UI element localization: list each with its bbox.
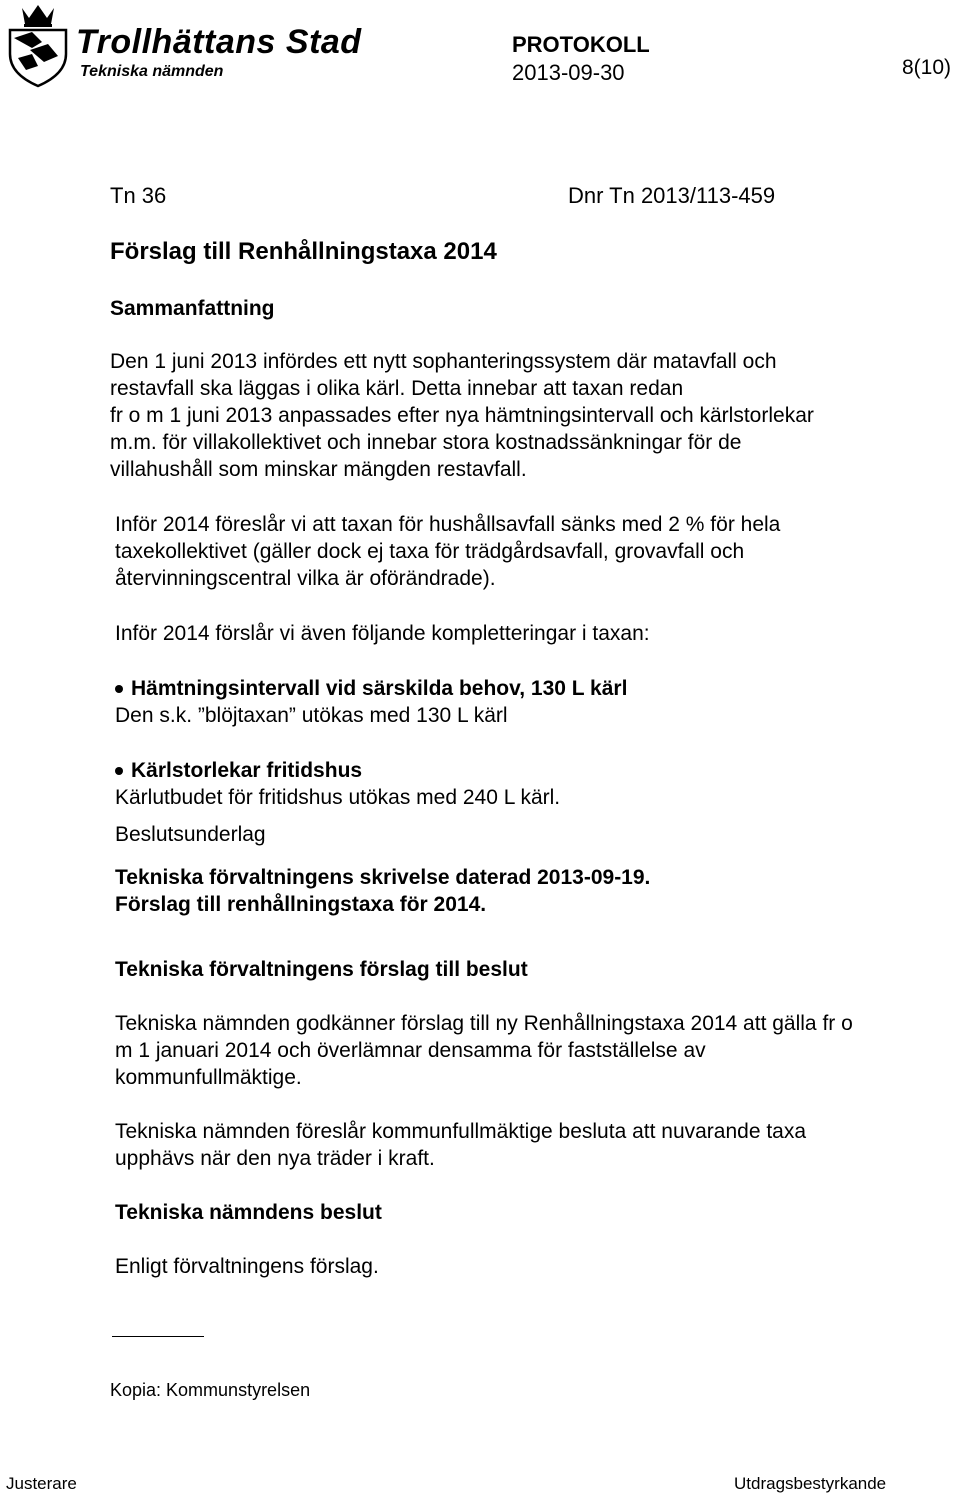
diary-number: Dnr Tn 2013/113-459 bbox=[568, 183, 776, 208]
basis-heading: Beslutsunderlag bbox=[115, 823, 266, 846]
divider bbox=[112, 1336, 204, 1337]
summary-line: villahushåll som minskar mängden restavfall. bbox=[110, 458, 527, 481]
decision-heading: Tekniska nämndens beslut bbox=[115, 1201, 382, 1224]
bullet-icon bbox=[115, 685, 123, 693]
bullet-icon bbox=[115, 767, 123, 775]
summary-line: restavfall ska läggas i olika kärl. Detta innebar att taxan redan bbox=[110, 377, 684, 400]
bullet-text: Den s.k. ”blöjtaxan” utökas med 130 L kärl bbox=[115, 704, 508, 727]
document-date: 2013-09-30 bbox=[512, 60, 625, 85]
document-type: PROTOKOLL bbox=[512, 32, 650, 57]
proposal-line: taxekollektivet (gäller dock ej taxa för trädgårdsavfall, grovavfall och bbox=[115, 540, 745, 563]
footer-utdragsbestyrkande: Utdragsbestyrkande bbox=[734, 1474, 887, 1493]
proposal-text-line: kommunfullmäktige. bbox=[115, 1066, 302, 1089]
bullet-title: Hämtningsintervall vid särskilda behov, 130 L kärl bbox=[131, 677, 628, 700]
board-name: Tekniska nämnden bbox=[80, 63, 224, 80]
proposal-text-line: upphävs när den nya träder i kraft. bbox=[115, 1147, 435, 1170]
proposal-text-line: Tekniska nämnden föreslår kommunfullmäktige besluta att nuvarande taxa bbox=[115, 1120, 807, 1143]
copy-recipients: Kopia: Kommunstyrelsen bbox=[110, 1380, 311, 1400]
additions-intro: Inför 2014 förslår vi även följande kompletteringar i taxan: bbox=[115, 622, 650, 645]
bullet-title: Kärlstorlekar fritidshus bbox=[131, 759, 363, 782]
bullet-text: Kärlutbudet för fritidshus utökas med 240 L kärl. bbox=[115, 786, 561, 809]
basis-item: Förslag till renhållningstaxa för 2014. bbox=[115, 893, 487, 916]
page-number: 8(10) bbox=[902, 56, 952, 79]
proposal-line: återvinningscentral vilka är oförändrade). bbox=[115, 567, 496, 590]
bullet-item bbox=[115, 757, 895, 811]
proposal-paragraph bbox=[115, 511, 895, 592]
municipal-crest-icon bbox=[2, 2, 74, 88]
summary-line: Den 1 juni 2013 infördes ett nytt sophanteringssystem där matavfall och bbox=[110, 350, 777, 373]
proposal-text-2 bbox=[115, 1118, 935, 1172]
footer-justerare: Justerare bbox=[6, 1474, 77, 1493]
basis-list bbox=[115, 864, 895, 918]
item-number: Tn 36 bbox=[110, 183, 167, 208]
item-title: Förslag till Renhållningstaxa 2014 bbox=[110, 238, 497, 265]
summary-heading: Sammanfattning bbox=[110, 297, 275, 320]
summary-line: fr o m 1 juni 2013 anpassades efter nya hämtningsintervall och kärlstorlekar bbox=[110, 404, 814, 427]
bullet-item bbox=[115, 675, 895, 729]
municipality-name: Trollhättans Stad bbox=[76, 23, 362, 61]
proposal-text-1 bbox=[115, 1010, 955, 1091]
basis-item: Tekniska förvaltningens skrivelse daterad 2013-09-19. bbox=[115, 866, 651, 889]
proposal-text-line: Tekniska nämnden godkänner förslag till ny Renhållningstaxa 2014 att gälla fr o bbox=[115, 1012, 853, 1035]
proposal-line: Inför 2014 föreslår vi att taxan för hushållsavfall sänks med 2 % för hela bbox=[115, 513, 781, 536]
summary-line: m.m. för villakollektivet och innebar stora kostnadssänkningar för de bbox=[110, 431, 742, 454]
decision-text: Enligt förvaltningens förslag. bbox=[115, 1255, 379, 1278]
summary-paragraph bbox=[110, 348, 870, 483]
proposal-heading: Tekniska förvaltningens förslag till beslut bbox=[115, 958, 528, 981]
proposal-text-line: m 1 januari 2014 och överlämnar densamma för fastställelse av bbox=[115, 1039, 706, 1062]
